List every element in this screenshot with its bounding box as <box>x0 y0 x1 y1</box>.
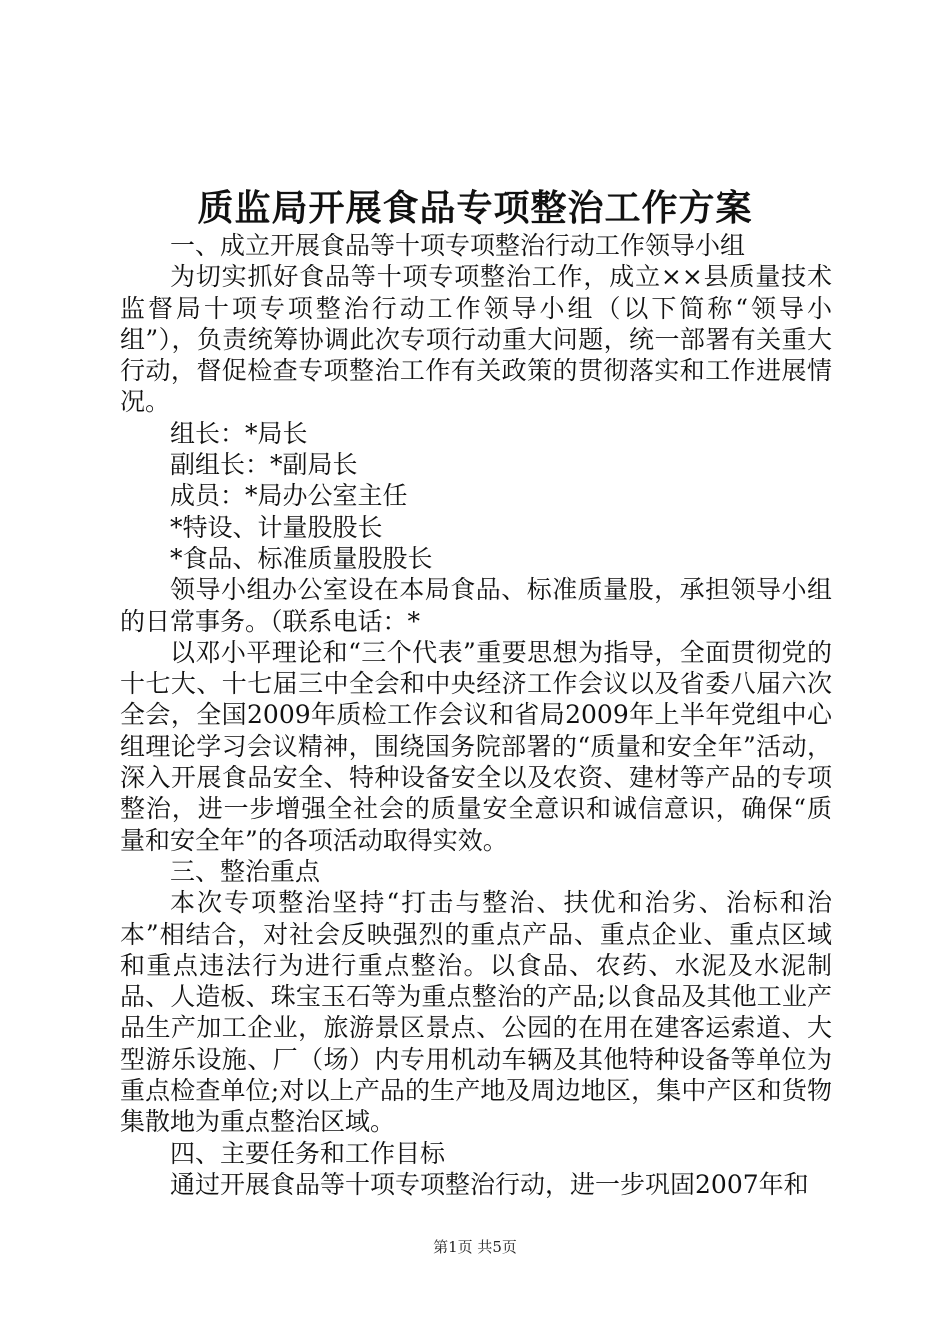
page-footer: 第1页 共5页 <box>433 1238 517 1256</box>
body-paragraph: 通过开展食品等十项专项整治行动，进一步巩固2007年和 <box>170 1169 809 1199</box>
section-heading-1: 一、成立开展食品等十项专项整治行动工作领导小组 <box>170 231 746 260</box>
member-line: 副组长：*副局长 <box>170 450 358 480</box>
body-paragraph: 本次专项整治坚持“打击与整治、扶优和治劣、治标和治本”相结合，对社会反映强烈的重点产品、重点企业、重点区域和重点违法行为进行重点整治。以食品、农药、水泥及水泥制品、人造板、珠宝玉石等为重点整治的产品;以食品及其他工业产品生产加工企业，旅游景区景点、公园的在用在建客运索道、大型游乐设施、厂（场）内专用机动车辆及其他特种设备等单位为重点检查单位;对以上产品的生产地及周边地区，集中产区和货物集散地为重点整治区域。 <box>120 888 832 1137</box>
member-line: *食品、标准质量股股长 <box>170 543 433 573</box>
document-body <box>120 230 832 1200</box>
section-heading-4: 四、主要任务和工作目标 <box>170 1138 446 1168</box>
body-paragraph: 为切实抓好食品等十项专项整治工作，成立××县质量技术监督局十项专项整治行动工作领导小组（以下简称“领导小组”），负责统筹协调此次专项行动重大问题，统一部署有关重大行动，督促检查专项整治工作有关政策的贯彻落实和工作进展情况。 <box>120 262 832 417</box>
body-paragraph: 以邓小平理论和“三个代表”重要思想为指导，全面贯彻党的十七大、十七届三中全会和中央经济工作会议以及省委八届六次全会，全国2009年质检工作会议和省局2009年上半年党组中心组理论学习会议精神，围绕国务院部署的“质量和安全年”活动，深入开展食品安全、特种设备安全以及农资、建材等产品的专项整治，进一步增强全社会的质量安全意识和诚信意识，确保“质量和安全年”的各项活动取得实效。 <box>120 637 832 855</box>
member-line: *特设、计量股股长 <box>170 512 383 542</box>
member-line: 组长：*局长 <box>170 418 308 448</box>
section-heading-3: 三、整治重点 <box>170 856 321 886</box>
member-line: 成员：*局办公室主任 <box>170 481 408 511</box>
body-paragraph: 领导小组办公室设在本局食品、标准质量股，承担领导小组的日常事务。（联系电话：* <box>120 575 832 636</box>
document-title: 质监局开展食品专项整治工作方案 <box>197 187 753 229</box>
